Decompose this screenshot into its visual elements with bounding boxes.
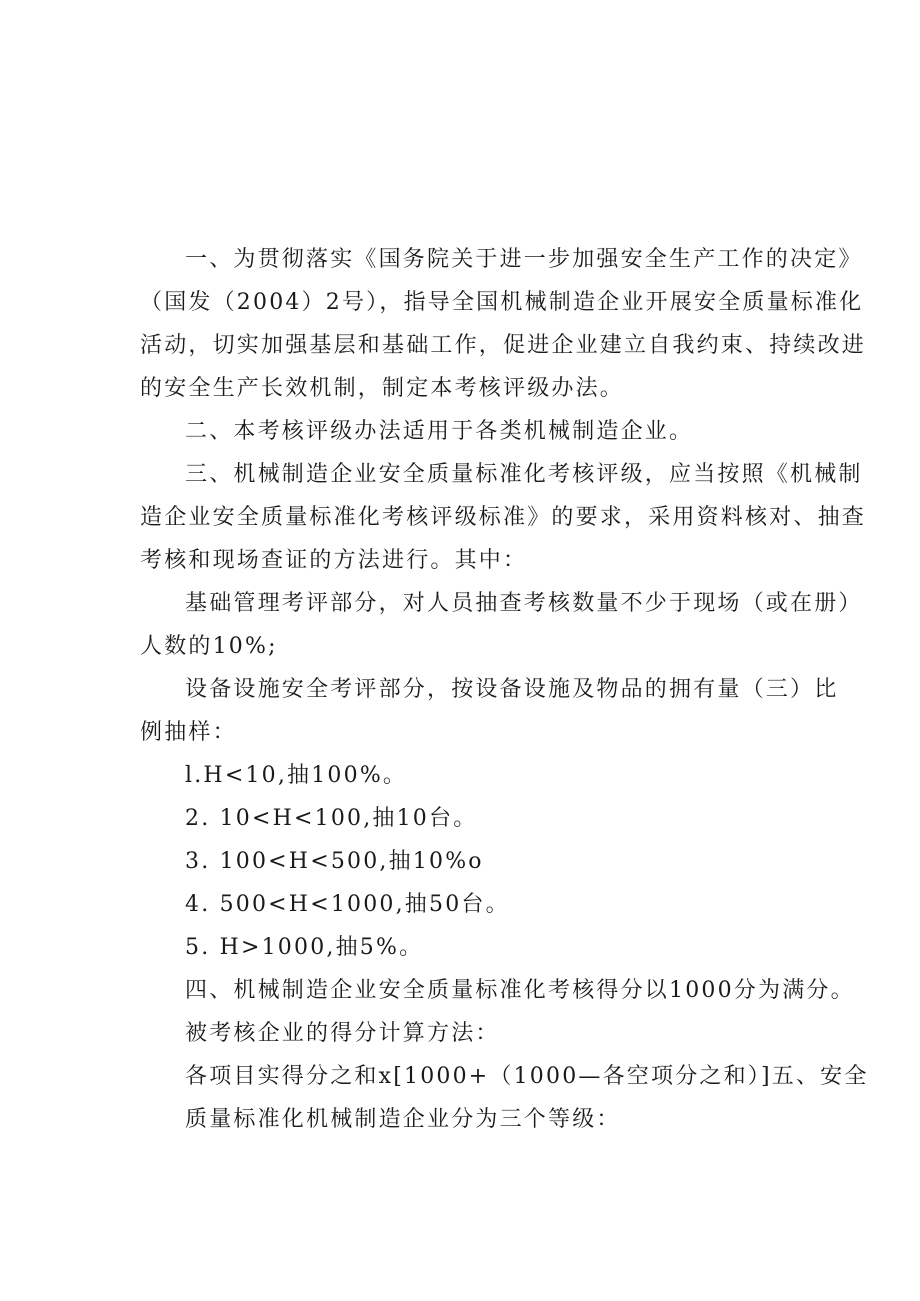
list-item: 5. H>1000,抽5%。 <box>185 935 424 960</box>
list-item: 3. 100<H<500,抽10%o <box>185 849 484 874</box>
paragraph-line: 三、机械制造企业安全质量标准化考核评级，应当按照《机械制 <box>185 462 863 487</box>
paragraph-line: 的安全生产长效机制，制定本考核评级办法。 <box>140 376 625 401</box>
paragraph-line: 例抽样： <box>140 720 237 745</box>
paragraph-line: 活动，切实加强基层和基础工作，促进企业建立自我约束、持续改进 <box>140 333 867 358</box>
paragraph-line: 基础管理考评部分，对人员抽查考核数量不少于现场（或在册） <box>185 591 863 616</box>
paragraph-line: 质量标准化机械制造企业分为三个等级： <box>185 1107 621 1132</box>
paragraph-line: 被考核企业的得分计算方法： <box>185 1021 500 1046</box>
paragraph-line: 各项目实得分之和x[1000+（1000—各空项分之和）]五、安全 <box>185 1064 869 1089</box>
paragraph-line: （国发（2004）2号），指导全国机械制造企业开展安全质量标准化 <box>140 290 864 315</box>
paragraph-line: 设备设施安全考评部分，按设备设施及物品的拥有量（三）比 <box>185 677 839 702</box>
list-item: l.H<10,抽100%。 <box>185 763 408 788</box>
paragraph-line: 二、本考核评级办法适用于各类机械制造企业。 <box>185 419 694 444</box>
paragraph-line: 人数的10%; <box>140 634 278 659</box>
list-item: 2. 10<H<100,抽10台。 <box>185 806 478 831</box>
paragraph-line: 一、为贯彻落实《国务院关于进一步加强安全生产工作的决定》 <box>185 247 863 272</box>
paragraph-line: 考核和现场查证的方法进行。其中： <box>140 548 528 573</box>
paragraph-line: 造企业安全质量标准化考核评级标准》的要求，采用资料核对、抽查 <box>140 505 867 530</box>
list-item: 4. 500<H<1000,抽50台。 <box>185 892 510 917</box>
paragraph-line: 四、机械制造企业安全质量标准化考核得分以1000分为满分。 <box>185 978 855 1003</box>
